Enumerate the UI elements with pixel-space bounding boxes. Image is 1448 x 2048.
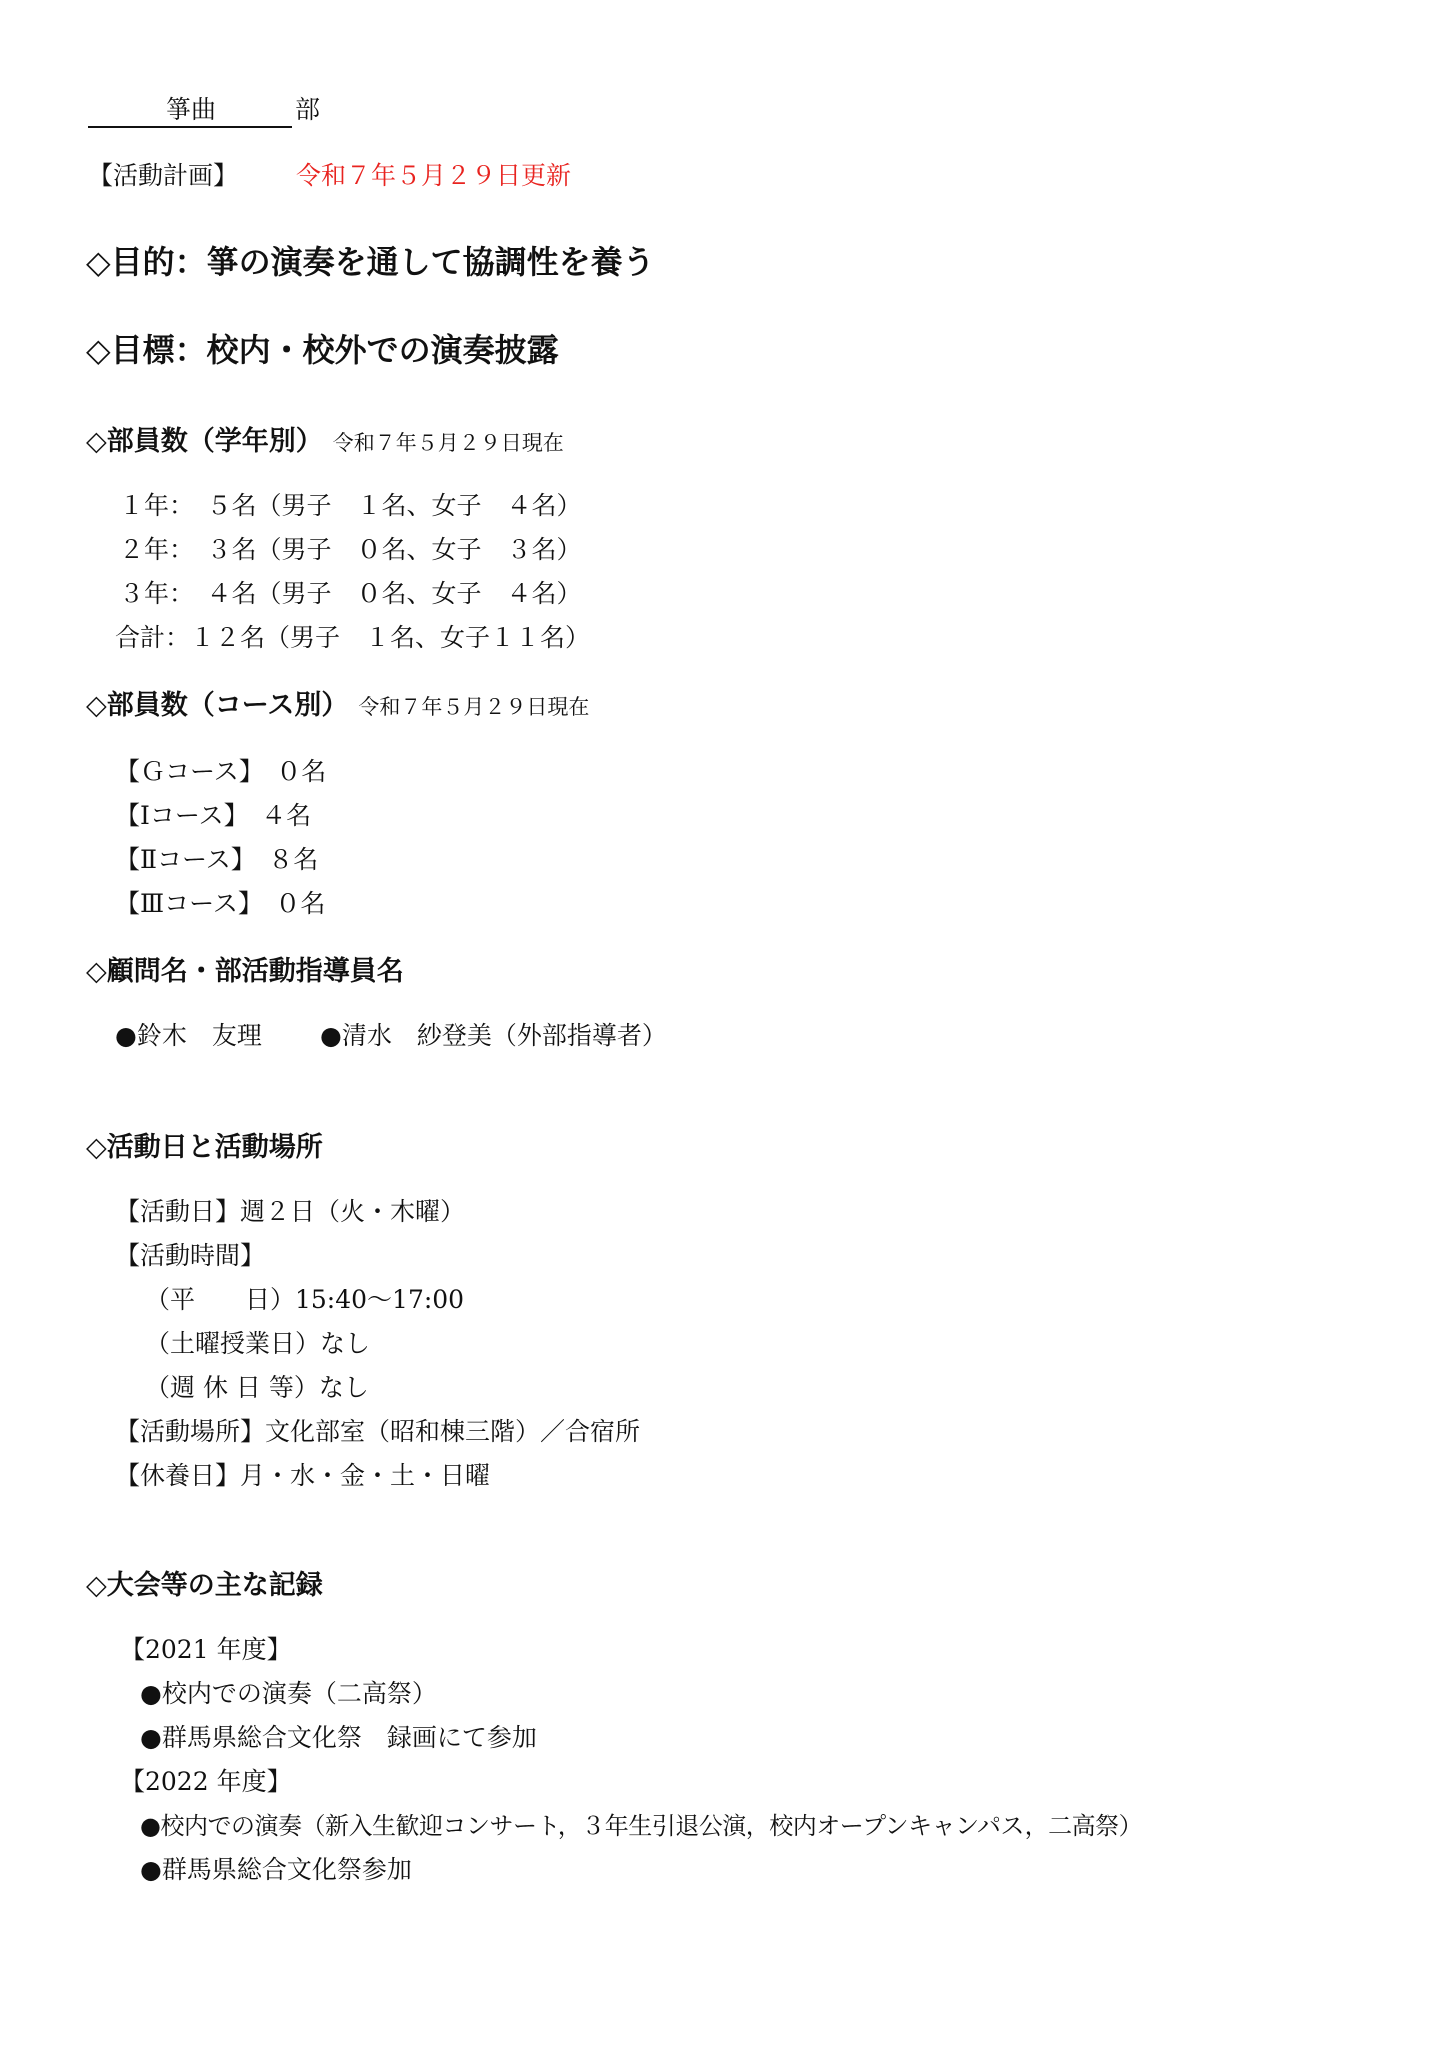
records-heading: ◇大会等の主な記録 — [86, 1570, 323, 1601]
grade-row: １年： ５名（男子 １名、女子 ４名） — [119, 491, 582, 520]
advisors-heading: ◇顧問名・部活動指導員名 — [86, 956, 404, 987]
members-by-grade-heading — [86, 424, 564, 461]
activity-time-label: 【活動時間】 — [115, 1241, 266, 1270]
activity-time-row: （平 日）15:40〜17:00 — [145, 1285, 465, 1314]
course-row: 【Ⅱコース】 ８名 — [115, 845, 319, 874]
members-by-course-heading — [86, 688, 589, 725]
record-year: 【2021 年度】 — [120, 1635, 292, 1664]
activity-time-row: （土曜授業日）なし — [145, 1329, 371, 1358]
activity-heading: ◇活動日と活動場所 — [86, 1132, 323, 1163]
purpose-heading: ◇目的：箏の演奏を通して協調性を養う — [86, 243, 655, 281]
course-row: 【Ｇコース】 ０名 — [115, 757, 327, 786]
plan-label: 【活動計画】 — [88, 161, 239, 190]
club-name: 箏曲 — [166, 95, 217, 124]
grade-total-row: 合計：１２名（男子 １名、女子１１名） — [115, 623, 591, 652]
rest-days: 【休養日】月・水・金・土・日曜 — [115, 1461, 491, 1490]
members-by-grade-title: ◇部員数（学年別） — [86, 426, 323, 457]
activity-place: 【活動場所】文化部室（昭和棟三階）／合宿所 — [115, 1417, 641, 1446]
advisor-name: ●清水 紗登美（外部指導者） — [320, 1021, 667, 1050]
advisor-name: ●鈴木 友理 — [115, 1021, 262, 1050]
record-item: ●群馬県総合文化祭参加 — [140, 1855, 412, 1884]
record-year: 【2022 年度】 — [120, 1767, 292, 1796]
record-item: ●校内での演奏（二高祭） — [140, 1679, 437, 1708]
course-row: 【Ⅰコース】 ４名 — [115, 801, 312, 830]
activity-time-row: （週 休 日 等）なし — [145, 1373, 369, 1402]
course-row: 【Ⅲコース】 ０名 — [115, 889, 326, 918]
grade-row: ２年： ３名（男子 ０名、女子 ３名） — [119, 535, 582, 564]
grade-row: ３年： ４名（男子 ０名、女子 ４名） — [119, 579, 582, 608]
members-by-course-title: ◇部員数（コース別） — [86, 690, 349, 721]
club-name-underline — [88, 126, 292, 128]
members-by-course-date: 令和７年５月２９日現在 — [358, 695, 590, 719]
record-item: ●校内での演奏（新入生歓迎コンサート，３年生引退公演，校内オープンキャンパス，二高祭） — [140, 1812, 1143, 1840]
activity-days: 【活動日】週２日（火・木曜） — [115, 1197, 466, 1226]
goal-heading: ◇目標：校内・校外での演奏披露 — [86, 331, 559, 369]
members-by-grade-date: 令和７年５月２９日現在 — [332, 431, 564, 455]
record-item: ●群馬県総合文化祭 録画にて参加 — [140, 1723, 537, 1752]
club-suffix: 部 — [295, 95, 321, 124]
updated-date: 令和７年５月２９日更新 — [296, 161, 572, 190]
